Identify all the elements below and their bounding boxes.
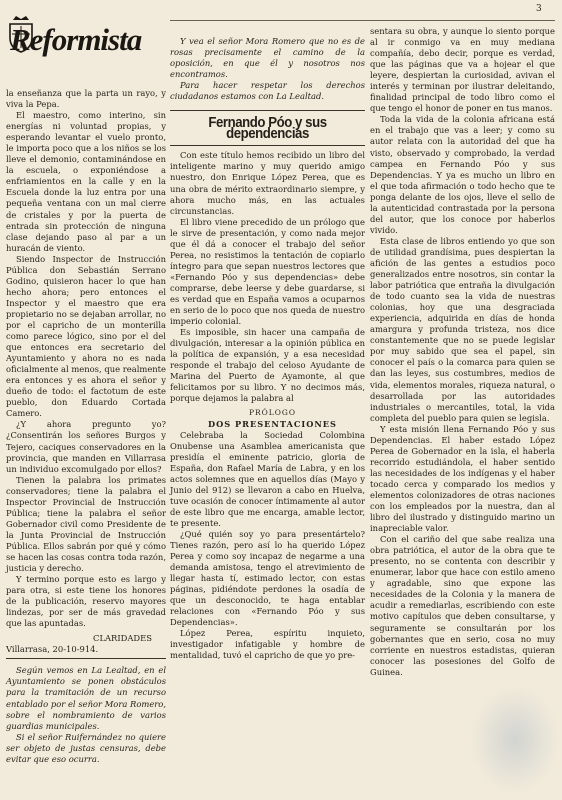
note-paragraph: Según vemos en La Lealtad, en el Ayuntamiento se ponen obstáculos para la tramitación de un recurso entablado por el señor Mora Romero, sobre el nombramiento de varios guardias municipales.	[6, 665, 166, 731]
paragraph: Y esta misión llena Fernando Póo y sus Dependencias. El haber estado López Perea de Gobernador en la isla, el haberla recorrido estudiándola, el haber sentido las necesidades de los indígenas y el haber tocado cerca y comparado los medios y elementos colonizadores de otras naciones con los empleados por la nuestra, dan al libro del ilustrado y distinguido marino un inapreciable valor.	[370, 423, 555, 534]
paragraph: López Perea, espíritu inquieto, investigador infatigable y hombre de mentalidad, tuvó el capricho de que yo pre-	[170, 628, 365, 661]
intro-paragraph: Para hacer respetar los derechos ciudadanos estamos con La Lealtad.	[170, 80, 365, 102]
dateline: Villarrasa, 20-10-914.	[6, 644, 99, 655]
paragraph: Es imposible, sin hacer una campaña de divulgación, interesar a la opinión pública en la política de expansión, y a esa necesidad responde el trabajo del celoso Ayudante de Marina del Puerto de Ayamonte, al que felicitamos por su libro. Y no decimos más, porque dejamos la palabra al	[170, 327, 365, 404]
intro-paragraph: Y vea el señor Mora Romero que no es de rosas precisamente el camino de la oposición, en que él y nosotros nos encontramos.	[170, 36, 365, 80]
paragraph: Con este título hemos recibido un libro del inteligente marino y muy querido amigo nuestro, don Enrique López Perea, que es una obra de mérito extraordinario siempre, y ahora mucho más, en las actuales circunstancias.	[170, 150, 365, 216]
paragraph: Toda la vida de la colonia africana está en el trabajo que vas a leer; y como su autor relata con la autoridad del que ha visto, observado y comprobado, la verdad campea en Fernando Póo y sus Dependencias. Y ya es mucho un libro en el que toda afirmación o todo hecho que te ponga delante de los ojos, lleve el sello de la autenticidad contrastada por la persona del autor, que los conoce por haberlos vivido.	[370, 114, 555, 235]
paragraph: Siendo Inspector de Instrucción Pública don Sebastián Serrano Godino, quisieron hacer lo que han hecho ahora; pero entonces el Inspector y el maestro que era propietario no se dejaban arrollar, no por el capricho de un monterilla como parece lógico, sino por el del que entonces era secretario del Ayuntamiento y ahora no es nada oficialmente al menos, que realmente era entonces y es ahora el señor y dueño de todo: el factotum de este pueblo, don Eduardo Cortada Camero.	[6, 253, 166, 419]
masthead-title: Reformista	[10, 22, 142, 57]
article-headline: Fernando Póo y sus dependencias	[208, 114, 327, 143]
paragraph: Y termino porque esto es largo y para otra, si este tiene los honores de la publicación, reservo mayores lindezas, por ser de más gravedad que las apuntadas.	[6, 574, 166, 629]
masthead	[4, 20, 164, 68]
column-3	[370, 26, 555, 678]
signature: CLARIDADES	[93, 633, 152, 644]
divider	[170, 110, 365, 111]
paragraph: Celebraba la Sociedad Colombina Onubense una Asamblea americanista que presidía el eminente patricio, gloria de España, don Rafael María de Labra, y en los actos solemnes que en aquellos días (Mayo y Junio del 912) se llevaron a cabo en Huelva, tuve ocasión de conocer íntimamente al autor de este libro que me encarga, amable lector, te presente.	[170, 429, 365, 528]
paragraph: ¿Y ahora pregunto yo? ¿Consentirán los señores Burgos y Tejero, caciques conservadores en la provincia, que manden en Villarrasa un individuo excomulgado por ellos?	[6, 419, 166, 474]
paragraph: El libro viene precedido de un prólogo que le sirve de presentación, y como nada mejor que él dá a conocer el trabajo del señor Perea, no resistimos la tentación de copiarlo íntegro para que sepan nuestros lectores que «Fernando Póo y sus dependencias» debe comprarse, debe leerse y debe guardarse, si es verdad que en España vamos a ocuparnos en serio de lo poco que nos queda de nuestro imperio colonial.	[170, 216, 365, 327]
divider	[170, 145, 365, 146]
paragraph: El maestro, como interino, sin energías ni voluntad propias, y esperando levantar el vuelo pronto, le importa poco que a los niños se los lleve el demonio, contaminándose en la escuela, o exponiéndose a enfriamientos en la calle y en la Escuela donde la luz entra por una pequeña ventana con un mal cierre de cristales y por la puerta de entrada sin protección de ninguna clase dejando paso al par a un huracán de viento.	[6, 110, 166, 253]
divider	[6, 658, 166, 659]
paragraph: ¿Qué quién soy yo para presentártelo? Tienes razón, pero así lo ha querido López Perea y como soy incapaz de negarme a una demanda amistosa, tengo el atrevimiento de llegar hasta tí, estimado lector, con estas páginas, pidiéndote perdones la osadía de que un desconocido, te haga entablar relaciones con «Fernando Póo y sus Dependencias».	[170, 528, 365, 628]
note-paragraph: Si el señor Ruifernández no quiere ser objeto de justas censuras, debe evitar que eso ocurra.	[6, 731, 166, 764]
header-rule	[170, 20, 555, 21]
column-2	[170, 36, 365, 662]
library-stamp-watermark	[470, 685, 560, 795]
paragraph: la enseñanza que la parta un rayo, y viva la Pepa.	[6, 88, 166, 110]
column-1	[6, 88, 166, 765]
paragraph: Tienen la palabra los primates conservadores; tiene la palabra el Inspector Provincial de Instrucción Pública; tiene la palabra el señor Gobernador civil como Presidente de la Junta Provincial de Instrucción Pública. Ellos sabrán por qué y cómo se hacen las cosas contra toda razón, justicia y derecho.	[6, 474, 166, 574]
section-heading: DOS PRESENTACIONES	[208, 418, 337, 429]
paragraph: Esta clase de libros entiendo yo que son de utilidad grandísima, pues despiertan la afición de las gentes a estudios poco generalizados entre nosotros, sin contar la labor patriótica que entraña la divulgación de todo cuanto sea la vida de nuestras colonias, hoy que una desgraciada experiencia, adquirida en días de honda amargura y profunda tristeza, nos dice constantemente que no se puede legislar por muy sabido que sea el papel, sin conocer el país o la comarca para quien se dan las leyes, sus costumbres, medios de vida, elementos morales, riqueza natural, o desarrollada por las autoridades industriales o mercantiles, total, la vida completa del pueblo para quien se legisla.	[370, 235, 555, 423]
page-number: 3	[536, 4, 542, 14]
paragraph: sentara su obra, y aunque lo siento porque al ir conmigo va en muy mediana compañía, debo decir, porque es verdad, que las páginas que va a hojear el que leyere, despiertan la curiosidad, avivan el interés y terminan por ilustrar deleitando, finalidad principal de todo libro como el que tengo el honor de poner en tus manos.	[370, 26, 555, 114]
prologo-label: PRÓLOGO	[248, 408, 297, 418]
paragraph: Con el cariño del que sabe realiza una obra patriótica, el autor de la obra que te presento, no se contenta con describir y enumerar, labor que hace con estilo ameno y agradable, sino que expone las necesidades de la Colonia y la manera de acudir a remediarlas, escribiendo con este motivo capítulos que deben consultarse, y seguramente se consultarán por los gobernantes que en serio, cosa no muy corriente en nuestros estadistas, quieran conocer las posesiones del Golfo de Guinea.	[370, 534, 555, 677]
